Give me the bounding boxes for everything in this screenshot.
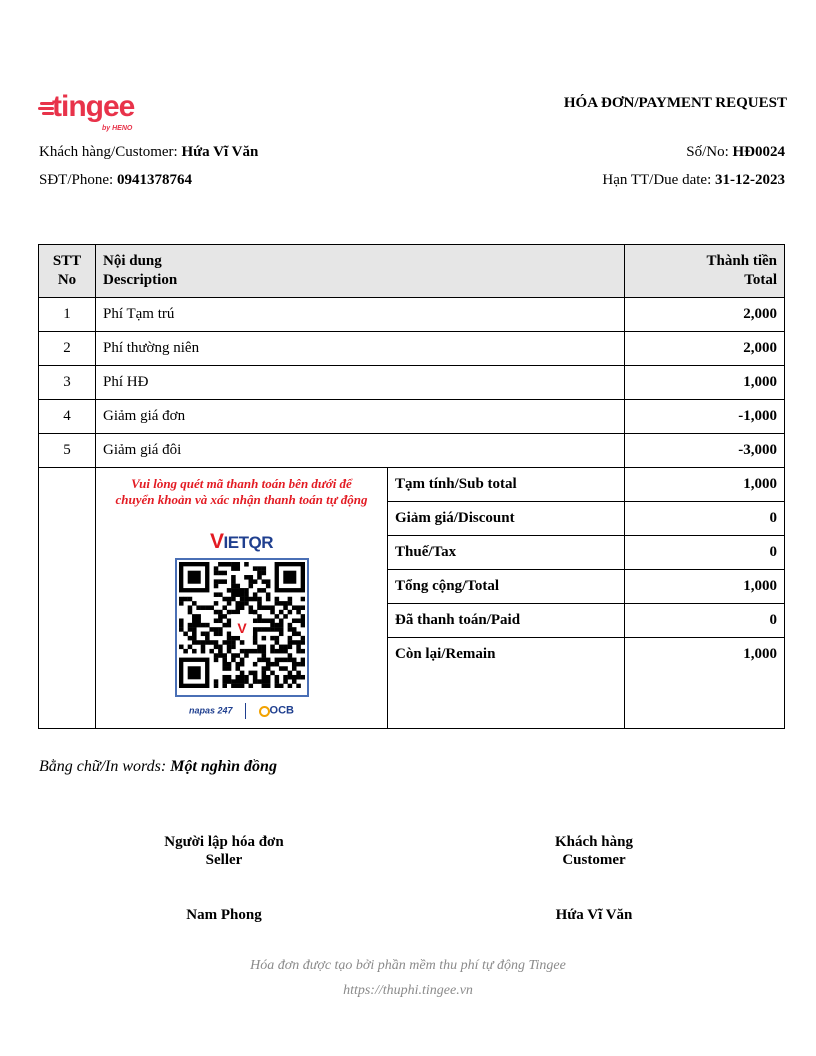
logo-subtitle: by HENO — [102, 125, 133, 132]
customer-title-en: Customer — [562, 852, 626, 868]
due-date — [602, 172, 785, 189]
phone-label: SĐT/Phone: — [39, 172, 114, 188]
customer-label: Khách hàng/Customer: — [39, 144, 178, 160]
header-description — [96, 245, 625, 298]
row-description: Phí HĐ — [96, 366, 625, 400]
customer-title-vi: Khách hàng — [555, 834, 633, 850]
logo-wordmark: tingee — [52, 90, 135, 123]
row-no: 3 — [39, 366, 96, 400]
summary-empty-cell — [39, 468, 96, 729]
row-no: 4 — [39, 400, 96, 434]
invoice-number-value: HĐ0024 — [732, 144, 785, 160]
header-no-line2: No — [57, 272, 77, 288]
customer-signature-title — [494, 833, 694, 869]
seller-signature-title — [124, 833, 324, 869]
row-amount: 2,000 — [625, 332, 785, 366]
header-total — [625, 245, 785, 298]
invoice-table — [38, 244, 785, 729]
phone-value: 0941378764 — [116, 172, 192, 188]
qr-instruction-line1: Vui lòng quét mã thanh toán bên dưới để — [131, 476, 352, 491]
table-row — [39, 332, 785, 366]
summary-row — [39, 468, 785, 502]
invoice-number-label: Số/No: — [686, 144, 729, 160]
vietqr-logo: VIETQR — [210, 530, 273, 553]
qr-payment-cell — [96, 468, 388, 729]
ocb-icon — [259, 706, 270, 717]
row-description: Giảm giá đôi — [96, 434, 625, 468]
header-total-line1: Thành tiền — [706, 253, 777, 269]
summary-label: Thuế/Tax — [388, 536, 625, 570]
qr-instruction — [103, 476, 380, 508]
qr-code[interactable] — [175, 558, 309, 697]
table-row — [39, 434, 785, 468]
seller-name: Nam Phong — [186, 907, 262, 923]
summary-label: Tạm tính/Sub total — [388, 468, 625, 502]
row-description: Phí Tạm trú — [96, 298, 625, 332]
row-description: Phí thường niên — [96, 332, 625, 366]
footer-note: Hóa đơn được tạo bởi phần mềm thu phí tự động Tingee — [250, 958, 566, 973]
qr-instruction-line2: chuyển khoản và xác nhận thanh toán tự động — [115, 492, 368, 507]
table-row — [39, 400, 785, 434]
table-row — [39, 298, 785, 332]
footer-link[interactable]: https://thuphi.tingee.vn — [343, 983, 473, 998]
row-no: 5 — [39, 434, 96, 468]
header-total-line2: Total — [744, 272, 777, 288]
customer-name: Hứa Vĩ Văn — [181, 144, 259, 160]
row-no: 1 — [39, 298, 96, 332]
summary-label: Tổng cộng/Total — [388, 570, 625, 604]
summary-value: 0 — [625, 536, 785, 570]
summary-label: Giảm giá/Discount — [388, 502, 625, 536]
svg-text:V: V — [236, 619, 247, 636]
summary-value: 0 — [625, 502, 785, 536]
summary-value: 1,000 — [625, 468, 785, 502]
document-title: HÓA ĐƠN/PAYMENT REQUEST — [563, 95, 787, 111]
seller-title-vi: Người lập hóa đơn — [164, 834, 284, 850]
summary-label: Còn lại/Remain — [388, 638, 625, 729]
header-no — [39, 245, 96, 298]
tingee-logo — [38, 90, 138, 138]
header-desc-line2: Description — [103, 272, 178, 288]
ocb-logo: OCB — [269, 704, 294, 717]
amount-in-words — [39, 758, 277, 776]
due-date-label: Hạn TT/Due date: — [602, 172, 712, 188]
row-amount: 2,000 — [625, 298, 785, 332]
table-row — [39, 366, 785, 400]
partner-divider — [245, 703, 246, 719]
customer-signature-name: Hứa Vĩ Văn — [555, 907, 633, 923]
qr-code-image — [179, 562, 305, 688]
qr-partners — [103, 703, 380, 719]
due-date-value: 31-12-2023 — [715, 172, 785, 188]
row-no: 2 — [39, 332, 96, 366]
row-amount: 1,000 — [625, 366, 785, 400]
header-no-line1: STT — [52, 253, 82, 269]
summary-value: 0 — [625, 604, 785, 638]
in-words-value: Một nghìn đồng — [170, 758, 277, 775]
header-desc-line1: Nội dung — [103, 253, 162, 269]
in-words-label: Bằng chữ/In words: — [39, 758, 167, 775]
row-amount: -1,000 — [625, 400, 785, 434]
summary-value: 1,000 — [625, 570, 785, 604]
row-description: Giảm giá đơn — [96, 400, 625, 434]
invoice-number — [686, 144, 785, 161]
seller-title-en: Seller — [205, 852, 243, 868]
table-header — [39, 245, 785, 298]
row-amount: -3,000 — [625, 434, 785, 468]
summary-label: Đã thanh toán/Paid — [388, 604, 625, 638]
summary-value: 1,000 — [625, 638, 785, 729]
phone-info — [39, 172, 192, 189]
napas-logo: napas 247 — [188, 705, 233, 716]
customer-info — [39, 144, 258, 161]
